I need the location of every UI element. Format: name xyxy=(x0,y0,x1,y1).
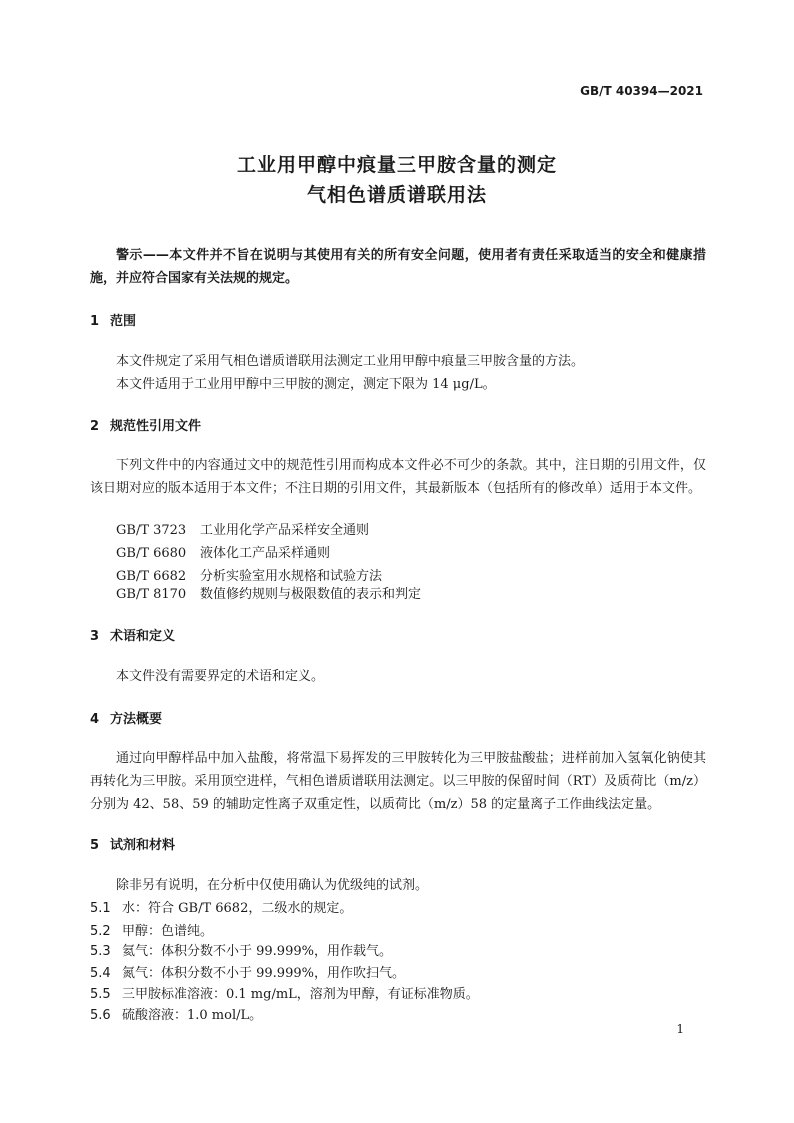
item-text: 氮气：体积分数不小于 99.999%，用作吹扫气。 xyxy=(122,966,405,981)
section-number: 3 xyxy=(90,629,100,644)
reagent-item xyxy=(90,897,352,916)
reference-code: GB/T 3723 xyxy=(116,523,187,538)
item-text: 水：符合 GB/T 6682，二级水的规定。 xyxy=(122,901,353,916)
reagent-item xyxy=(90,962,405,981)
reference-title: 工业用化学产品采样安全通则 xyxy=(200,523,370,538)
method-summary-text: 通过向甲醇样品中加入盐酸，将常温下易挥发的三甲胺转化为三甲胺盐酸盐；进样前加入氢氧化钠使其再转化为三甲胺。采用顶空进样，气相色谱质谱联用法测定。以三甲胺的保留时间（RT）及质荷比（m/z）分别为 42、58、59 的辅助定性离子双重定性，以质荷比（m/z）58 的定量离子工作曲线法定量。 xyxy=(90,751,706,812)
section-title: 试剂和材料 xyxy=(110,838,176,853)
section-number: 2 xyxy=(90,419,100,434)
item-number: 5.6 xyxy=(90,1008,111,1023)
section-title: 术语和定义 xyxy=(110,629,176,644)
reagent-item xyxy=(90,1004,262,1023)
section-title: 方法概要 xyxy=(110,712,163,727)
section-number: 1 xyxy=(90,314,100,329)
reference-item xyxy=(116,542,330,561)
reference-code: GB/T 6682 xyxy=(116,569,187,584)
reagent-item xyxy=(90,983,479,1002)
item-number: 5.4 xyxy=(90,966,111,981)
item-number: 5.1 xyxy=(90,901,111,916)
item-text: 甲醇：色谱纯。 xyxy=(122,924,214,939)
references-intro: 下列文件中的内容通过文中的规范性引用而构成本文件必不可少的条款。其中，注日期的引用文件，仅该日期对应的版本适用于本文件；不注日期的引用文件，其最新版本（包括所有的修改单）适用于本文件。 xyxy=(90,458,706,496)
section-number: 4 xyxy=(90,712,100,727)
scope-line: 本文件适用于工业用甲醇中三甲胺的测定，测定下限为 14 μg/L。 xyxy=(116,377,496,392)
section-heading-method-summary xyxy=(90,708,162,727)
item-number: 5.5 xyxy=(90,987,111,1002)
reference-item xyxy=(116,583,421,602)
section-heading-scope xyxy=(90,310,136,329)
item-text: 氦气：体积分数不小于 99.999%，用作载气。 xyxy=(122,944,392,959)
document-title: 工业用甲醇中痕量三甲胺含量的测定 xyxy=(236,154,557,176)
reagent-item xyxy=(90,920,213,939)
item-number: 5.2 xyxy=(90,924,111,939)
item-text: 硫酸溶液：1.0 mol/L。 xyxy=(122,1008,263,1023)
section-title: 规范性引用文件 xyxy=(110,419,202,434)
document-subtitle: 气相色谱质谱联用法 xyxy=(306,184,487,206)
section-heading-reagents xyxy=(90,834,175,853)
section-number: 5 xyxy=(90,838,100,853)
reference-item xyxy=(116,519,369,538)
page-number: 1 xyxy=(676,1022,684,1036)
section-heading-terms xyxy=(90,625,175,644)
scope-line: 本文件规定了采用气相色谱质谱联用法测定工业用甲醇中痕量三甲胺含量的方法。 xyxy=(116,354,585,369)
warning-paragraph: 警示——本文件并不旨在说明与其使用有关的所有安全问题，使用者有责任采取适当的安全和健康措施，并应符合国家有关法规的规定。 xyxy=(90,248,706,286)
reagents-intro: 除非另有说明，在分析中仅使用确认为优级纯的试剂。 xyxy=(116,878,429,893)
section-title: 范围 xyxy=(110,314,137,329)
item-number: 5.3 xyxy=(90,944,111,959)
reference-title: 液体化工产品采样通则 xyxy=(200,546,331,561)
section-heading-normative-references xyxy=(90,415,201,434)
reference-code: GB/T 6680 xyxy=(116,546,187,561)
reagent-item xyxy=(90,940,392,959)
reference-title: 分析实验室用水规格和试验方法 xyxy=(200,569,383,584)
reference-title: 数值修约规则与极限数值的表示和判定 xyxy=(200,587,422,602)
reference-item xyxy=(116,565,382,584)
standard-code: GB/T 40394—2021 xyxy=(580,84,703,98)
reference-code: GB/T 8170 xyxy=(116,587,187,602)
terms-text: 本文件没有需要界定的术语和定义。 xyxy=(116,669,325,684)
item-text: 三甲胺标准溶液：0.1 mg/mL，溶剂为甲醇，有证标准物质。 xyxy=(122,987,479,1002)
